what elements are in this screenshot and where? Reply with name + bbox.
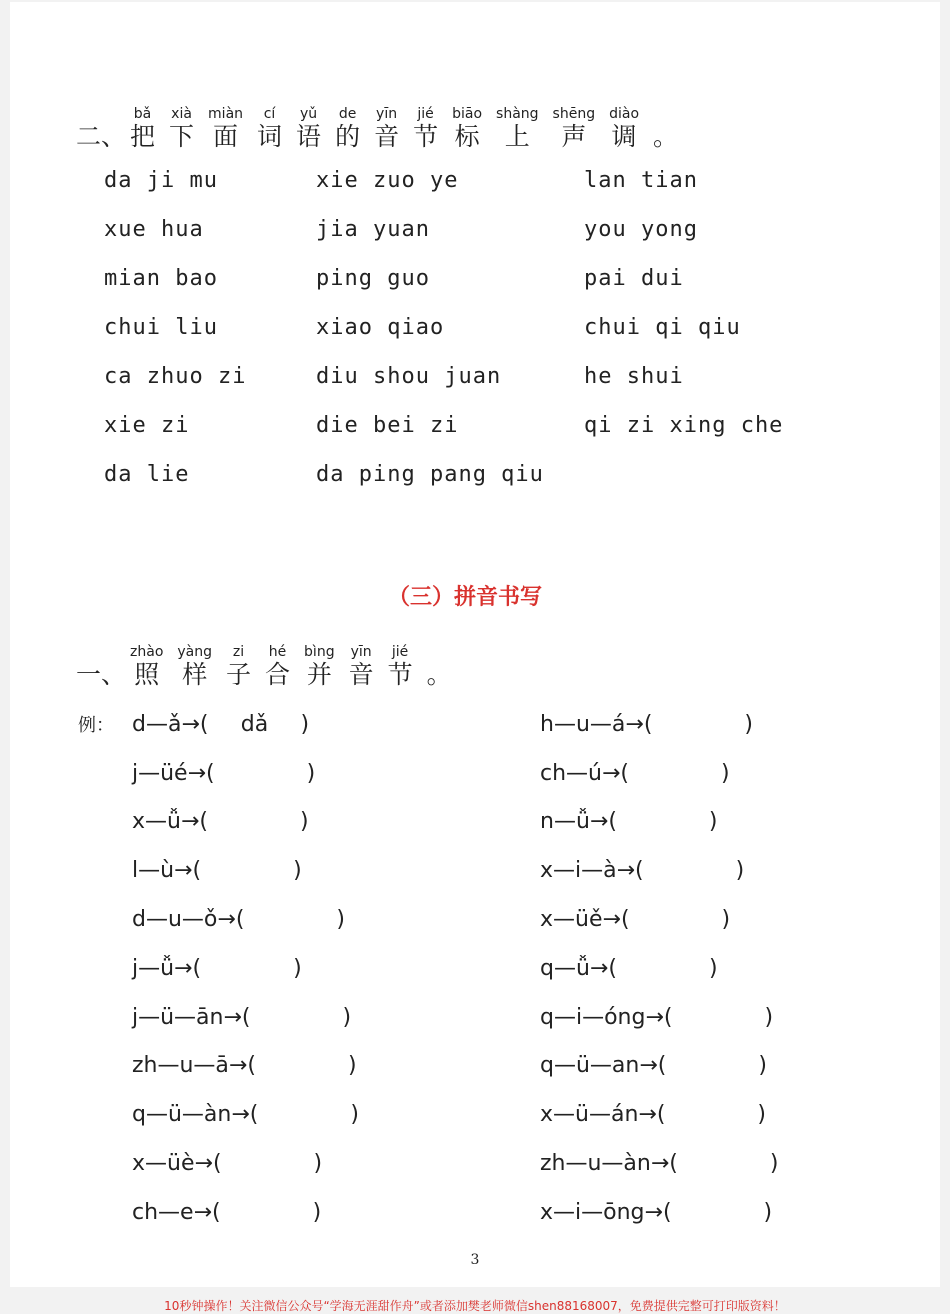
exercise-row [78, 1188, 778, 1237]
close-paren: ) [757, 1102, 767, 1128]
close-paren: ) [721, 760, 730, 786]
close-paren: ) [721, 907, 731, 933]
section2-title [76, 106, 678, 152]
char-pinyin: yīn [350, 644, 372, 660]
close-paren: ) [735, 858, 745, 884]
open-paren: ( [620, 907, 630, 933]
exercise-item [132, 1005, 540, 1030]
close-paren: ) [293, 858, 302, 884]
syllable-parts: q—ǚ→ [540, 955, 609, 981]
char-hanzi: 词 [257, 122, 283, 151]
exercise-item [540, 712, 753, 737]
open-paren: ( [192, 858, 202, 884]
open-paren: ( [247, 1053, 256, 1079]
title-char [349, 644, 374, 690]
pinyin-word: he shui [584, 364, 684, 389]
char-pinyin: de [338, 106, 357, 122]
char-hanzi: 并 [306, 660, 332, 689]
char-pinyin: biāo [452, 106, 483, 122]
close-paren: ) [306, 760, 316, 786]
exercise-row [78, 1090, 778, 1139]
syllable-parts: q—ü—an→ [540, 1053, 658, 1079]
syllable-parts: q—ü—àn→ [132, 1102, 250, 1128]
open-paren: ( [206, 760, 215, 786]
title-char [296, 106, 321, 152]
close-paren: ) [758, 1053, 767, 1079]
syllable-parts: ch—ú→ [540, 760, 621, 786]
close-paren: ) [313, 1151, 323, 1177]
char-pinyin: hé [268, 644, 287, 660]
exercise-row [78, 895, 778, 944]
open-paren: ( [620, 760, 630, 786]
open-paren: ( [669, 1151, 678, 1177]
syllable-parts: d—u—ǒ→ [132, 907, 236, 933]
char-hanzi: 把 [130, 122, 156, 151]
exercise-item [132, 1053, 540, 1078]
title-char [130, 644, 163, 690]
title-char [413, 106, 438, 152]
close-paren: ) [336, 907, 345, 933]
title-char [257, 106, 282, 152]
word-row [104, 263, 844, 312]
syllable-parts: l—ù→ [132, 858, 193, 884]
char-pinyin: cí [263, 106, 276, 122]
title-char [130, 106, 155, 152]
title-char [304, 644, 335, 690]
exercise-item [540, 1053, 767, 1078]
open-paren: ( [192, 955, 202, 981]
char-pinyin: yīn [376, 106, 398, 122]
title-char [609, 106, 639, 152]
exercise-item [540, 907, 730, 932]
char-hanzi: 音 [374, 122, 400, 151]
exercise-item [132, 1151, 540, 1176]
exercise-item [540, 761, 730, 786]
exercise-item [540, 809, 718, 834]
title-number: 一、 [76, 660, 127, 689]
pinyin-word: da ji mu [104, 168, 218, 193]
char-pinyin: miàn [208, 106, 244, 122]
exercise-item [132, 858, 540, 883]
char-pinyin: diào [609, 106, 640, 122]
char-pinyin: yǔ [299, 106, 318, 122]
title-char [452, 106, 482, 152]
char-hanzi: 语 [296, 122, 322, 151]
open-paren: ( [662, 1199, 672, 1225]
syllable-parts: d—ǎ→ [132, 711, 200, 737]
char-pinyin: bǎ [133, 106, 152, 122]
pinyin-word: ca zhuo zi [104, 364, 247, 389]
open-paren: ( [663, 1004, 673, 1030]
syllable-parts: zh—u—ā→ [132, 1053, 248, 1079]
close-paren: ) [312, 1199, 322, 1225]
close-paren: ) [708, 955, 718, 981]
char-pinyin: jié [417, 106, 434, 122]
close-paren: ) [300, 711, 310, 737]
char-pinyin: yàng [177, 644, 213, 660]
char-hanzi: 上 [504, 122, 530, 151]
syllable-parts: ch—e→ [132, 1199, 213, 1225]
open-paren: ( [657, 1053, 667, 1079]
pinyin-word: da lie [104, 462, 190, 487]
title-char [553, 106, 596, 152]
pinyin-word: lan tian [584, 168, 698, 193]
pinyin-word: xue hua [104, 217, 204, 242]
exercise-row [78, 749, 778, 798]
exercise-row [78, 846, 778, 895]
syllable-parts: h—u—á→ [540, 711, 644, 737]
pinyin-word: xie zi [104, 413, 190, 438]
title-end: 。 [653, 122, 679, 151]
exercise-item [540, 1200, 772, 1225]
exercise-item [132, 1200, 540, 1225]
word-row [104, 214, 844, 263]
pinyin-word: xiao qiao [316, 315, 445, 340]
char-pinyin: jié [391, 644, 409, 660]
title-number: 二、 [76, 122, 127, 151]
close-paren: ) [342, 1004, 352, 1030]
char-pinyin: zhào [130, 644, 164, 660]
open-paren: ( [212, 1151, 222, 1177]
pinyin-word: chui qi qiu [584, 315, 741, 340]
title-char [265, 644, 290, 690]
word-row [104, 165, 844, 214]
close-paren: ) [708, 809, 718, 835]
exercise-item [540, 1151, 778, 1176]
title-end: 。 [426, 660, 452, 689]
syllable-parts: n—ǚ→ [540, 809, 609, 835]
title-char [335, 106, 360, 152]
syllable-parts: j—ǚ→ [132, 955, 193, 981]
char-hanzi: 面 [213, 122, 239, 151]
char-hanzi: 节 [413, 122, 439, 151]
open-paren: ( [249, 1102, 259, 1128]
pinyin-word [584, 459, 844, 508]
word-row [104, 410, 844, 459]
pinyin-word: qi zi xing che [584, 413, 784, 438]
close-paren: ) [744, 711, 753, 737]
char-hanzi: 声 [561, 122, 587, 151]
char-pinyin: shēng [552, 106, 596, 122]
syllable-parts: x—i—ōng→ [540, 1199, 663, 1225]
syllable-parts: j—ü—ān→ [132, 1004, 242, 1030]
syllable-exercise-list [78, 700, 778, 1237]
syllable-parts: x—ǚ→ [132, 809, 200, 835]
exercise-row [78, 993, 778, 1042]
close-paren: ) [350, 1102, 359, 1128]
pinyin-word: jia yuan [316, 217, 430, 242]
exercise-row [78, 944, 778, 993]
title-char [374, 106, 399, 152]
exercise-item [132, 1102, 540, 1127]
close-paren: ) [763, 1199, 773, 1225]
syllable-parts: x—i—à→ [540, 858, 636, 884]
syllable-parts: x—üè→ [132, 1151, 213, 1177]
pinyin-word: xie zuo ye [316, 168, 459, 193]
tone-words-list [104, 165, 844, 508]
word-row [104, 459, 844, 508]
syllable-parts: x—üě→ [540, 907, 621, 933]
close-paren: ) [347, 1053, 357, 1079]
exercise-item [132, 761, 540, 786]
char-hanzi: 调 [611, 122, 637, 151]
open-paren: ( [241, 1004, 251, 1030]
close-paren: ) [764, 1004, 774, 1030]
open-paren: ( [643, 711, 653, 737]
char-hanzi: 合 [265, 660, 291, 689]
exercise-row [78, 798, 778, 847]
exercise-item [540, 858, 744, 883]
word-row [104, 312, 844, 361]
title-char [169, 106, 194, 152]
exercise-row [78, 1042, 778, 1091]
char-hanzi: 的 [335, 122, 361, 151]
syllable-parts: q—i—óng→ [540, 1004, 664, 1030]
char-hanzi: 样 [182, 660, 208, 689]
open-paren: ( [199, 711, 209, 737]
exercise-row [78, 700, 778, 749]
pinyin-word: ping guo [316, 266, 430, 291]
char-hanzi: 下 [169, 122, 195, 151]
close-paren: ) [769, 1151, 779, 1177]
exercise-item [132, 809, 540, 834]
open-paren: ( [656, 1102, 666, 1128]
pinyin-word: diu shou juan [316, 364, 502, 389]
char-pinyin: zi [232, 644, 245, 660]
footer-note: 10秒钟操作！关注微信公众号“学海无涯甜作舟”或者添加樊老师微信shen88168007，免费提供完整可打印版资料！ [164, 1299, 786, 1313]
char-hanzi: 音 [348, 660, 374, 689]
syllable-parts: x—ü—án→ [540, 1102, 657, 1128]
pinyin-word: pai dui [584, 266, 684, 291]
pinyin-word: chui liu [104, 315, 218, 340]
exercise-item [540, 1102, 766, 1127]
char-pinyin: bìng [304, 644, 335, 660]
open-paren: ( [199, 809, 208, 835]
exercise-item [132, 712, 540, 737]
word-row [104, 361, 844, 410]
pinyin-word: mian bao [104, 266, 218, 291]
page-number: 3 [470, 1252, 480, 1268]
syllable-parts: j—üé→ [132, 760, 207, 786]
open-paren: ( [635, 858, 644, 884]
syllable-parts: zh—u—àn→ [540, 1151, 670, 1177]
pinyin-word: die bei zi [316, 413, 459, 438]
title-char [177, 644, 212, 690]
char-hanzi: 节 [387, 660, 413, 689]
exercise-row [78, 1139, 778, 1188]
close-paren: ) [300, 809, 309, 835]
title-char [208, 106, 243, 152]
open-paren: ( [212, 1199, 221, 1225]
title-char [496, 106, 539, 152]
open-paren: ( [235, 907, 245, 933]
char-hanzi: 照 [134, 660, 160, 689]
exercise-item [540, 1005, 773, 1030]
char-pinyin: xià [171, 106, 192, 122]
example-label: 例： [78, 715, 114, 737]
exercise-item [540, 956, 718, 981]
close-paren: ) [293, 955, 302, 981]
example-answer: dǎ [240, 711, 269, 737]
pinyin-word: you yong [584, 217, 698, 242]
open-paren: ( [608, 809, 617, 835]
char-hanzi: 子 [226, 660, 252, 689]
pinyin-word: da ping pang qiu [316, 462, 544, 487]
section3-heading: （三）拼音书写 [387, 585, 542, 610]
title-char [226, 644, 251, 690]
char-hanzi: 标 [454, 122, 480, 151]
section1-title [76, 644, 452, 690]
title-char [388, 644, 413, 690]
char-pinyin: shàng [496, 106, 539, 122]
exercise-item [132, 907, 540, 932]
exercise-item [132, 956, 540, 981]
open-paren: ( [608, 955, 617, 981]
